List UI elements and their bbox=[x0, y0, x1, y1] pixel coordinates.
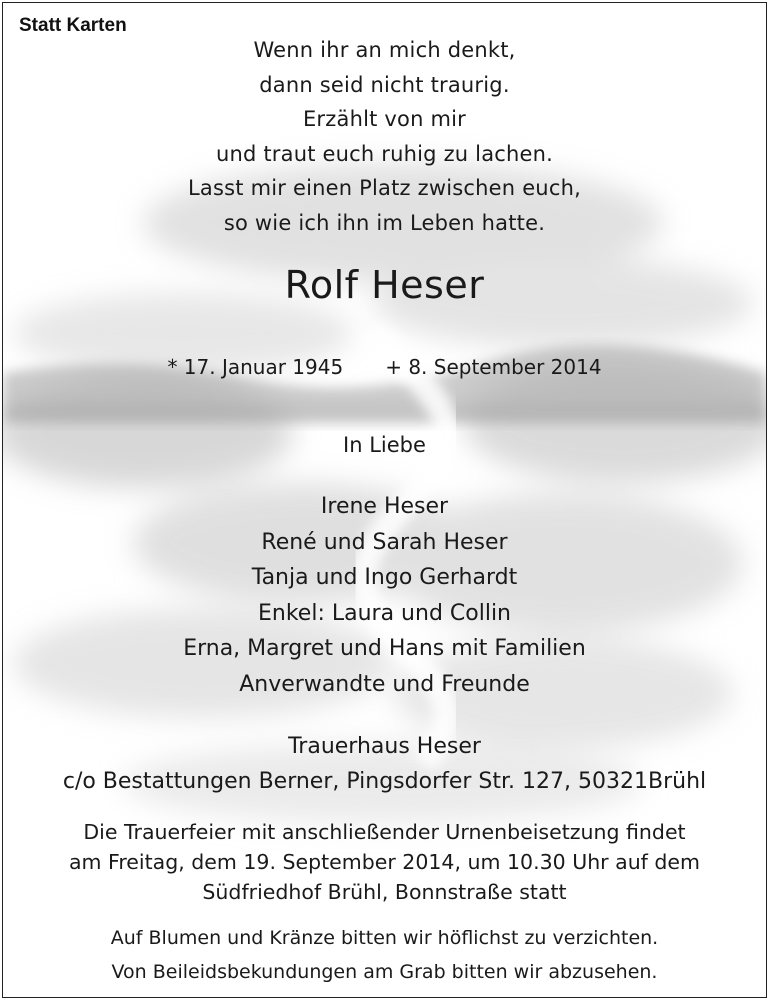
mourning-house bbox=[3, 729, 766, 799]
mourner: René und Sarah Heser bbox=[261, 529, 508, 555]
ceremony-info bbox=[3, 817, 766, 907]
mourner: Anverwandte und Freunde bbox=[239, 671, 530, 697]
mourner: Erna, Margret und Hans mit Familien bbox=[183, 636, 586, 661]
poem-line: Wenn ihr an mich denkt, bbox=[253, 38, 516, 62]
poem-line: dann seid nicht traurig. bbox=[259, 72, 510, 97]
house-address: c/o Bestattungen Berner, Pingsdorfer Str. 127, 50321Brühl bbox=[62, 769, 707, 794]
birth-date: * 17. Januar 1945 bbox=[167, 355, 344, 379]
death-date: + 8. September 2014 bbox=[385, 355, 602, 379]
in-love-heading: In Liebe bbox=[343, 433, 426, 457]
poem-line: Erzählt von mir bbox=[302, 107, 467, 131]
poem-line: und traut euch ruhig zu lachen. bbox=[215, 141, 554, 166]
house-title: Trauerhaus Heser bbox=[288, 734, 481, 759]
mourner: Enkel: Laura und Collin bbox=[258, 600, 511, 626]
requests bbox=[3, 921, 766, 989]
poem-line: Lasst mir einen Platz zwischen euch, bbox=[188, 176, 581, 200]
ceremony-line: Südfriedhof Brühl, Bonnstraße statt bbox=[202, 880, 567, 904]
poem-line: so wie ich ihn im Leben hatte. bbox=[223, 210, 546, 235]
life-dates bbox=[3, 355, 766, 379]
request-line: Auf Blumen und Kränze bitten wir höflichst zu verzichten. bbox=[110, 927, 659, 949]
mourners-list bbox=[3, 489, 766, 702]
deceased-name: Rolf Heser bbox=[284, 263, 485, 307]
obituary-card bbox=[2, 2, 767, 998]
request-line: Von Beileidsbekundungen am Grab bitten wir abzusehen. bbox=[111, 961, 658, 983]
mourner: Irene Heser bbox=[320, 494, 449, 519]
ceremony-line: am Freitag, dem 19. September 2014, um 10.30 Uhr auf dem bbox=[68, 850, 701, 874]
poem bbox=[3, 33, 766, 240]
header-statt-karten: Statt Karten bbox=[19, 15, 127, 36]
mourner: Tanja und Ingo Gerhardt bbox=[251, 565, 518, 590]
ceremony-line: Die Trauerfeier mit anschließender Urnenbeisetzung findet bbox=[83, 820, 686, 844]
